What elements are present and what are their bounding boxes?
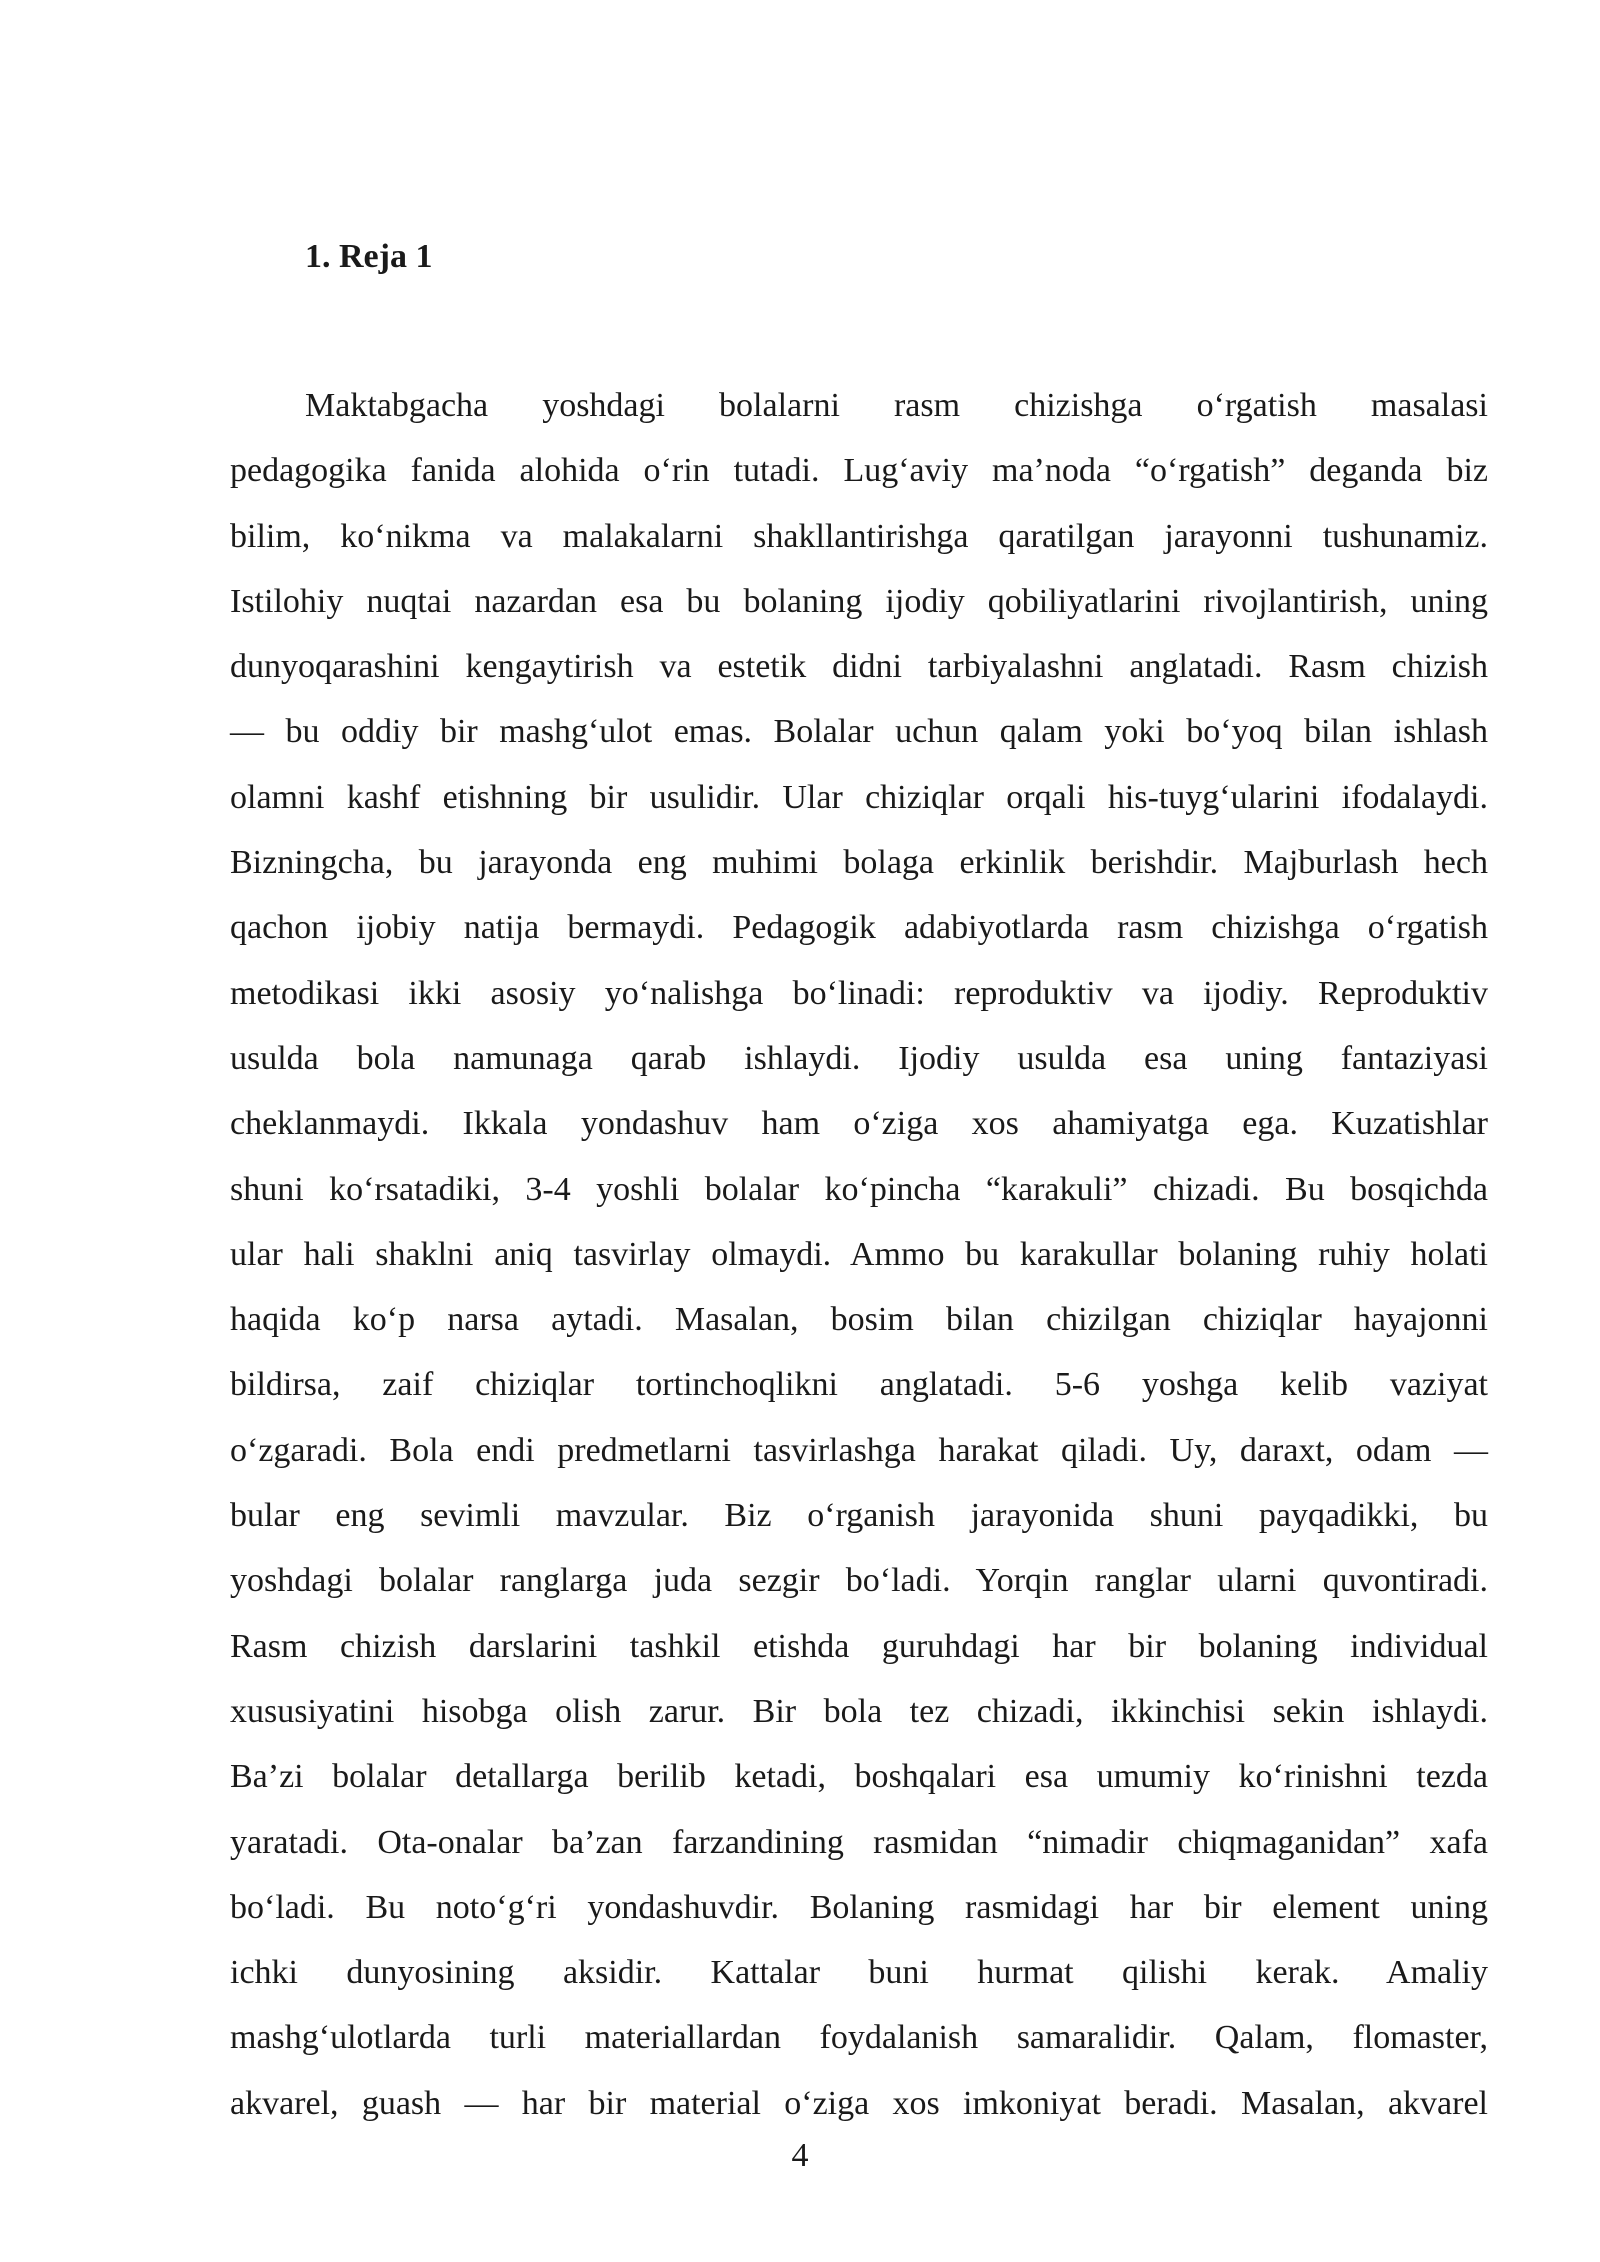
paragraph-line: Istilohiy nuqtai nazardan esa bu bolaning ijodiy qobiliyatlarini rivojlantirish, uning [230, 582, 1488, 620]
paragraph-line: ichki dunyosining aksidir. Kattalar buni hurmat qilishi kerak. Amaliy [230, 1954, 1488, 1992]
paragraph-line: Maktabgacha yoshdagi bolalarni rasm chizishga o‘rgatish masalasi [305, 387, 1488, 424]
paragraph-line: o‘zgaradi. Bola endi predmetlarni tasvirlashga harakat qiladi. Uy, daraxt, odam — [230, 1431, 1488, 1469]
paragraph-line: bildirsa, zaif chiziqlar tortinchoqlikni anglatadi. 5-6 yoshga kelib vaziyat [230, 1366, 1488, 1404]
paragraph-line: cheklanmaydi. Ikkala yondashuv ham o‘ziga xos ahamiyatga ega. Kuzatishlar [230, 1105, 1488, 1143]
paragraph-line: akvarel, guash — har bir material o‘ziga xos imkoniyat beradi. Masalan, akvarel [230, 2084, 1488, 2122]
page-number: 4 [791, 2137, 809, 2174]
paragraph-line: ular hali shaklni aniq tasvirlay olmaydi. Ammo bu karakullar bolaning ruhiy holati [230, 1235, 1488, 1273]
paragraph-line: Bizningcha, bu jarayonda eng muhimi bolaga erkinlik berishdir. Majburlash hech [230, 844, 1488, 882]
paragraph-line: xususiyatini hisobga olish zarur. Bir bola tez chizadi, ikkinchisi sekin ishlaydi. [230, 1692, 1488, 1730]
section-heading: 1. Reja 1 [305, 238, 433, 275]
paragraph-line: yaratadi. Ota-onalar ba’zan farzandining rasmidan “nimadir chiqmaganidan” xafa [230, 1823, 1488, 1861]
paragraph-line: metodikasi ikki asosiy yo‘nalishga bo‘linadi: reproduktiv va ijodiy. Reproduktiv [230, 974, 1488, 1012]
paragraph-line: Ba’zi bolalar detallarga berilib ketadi, boshqalari esa umumiy ko‘rinishni tezda [230, 1758, 1488, 1796]
paragraph-line: — bu oddiy bir mashg‘ulot emas. Bolalar uchun qalam yoki bo‘yoq bilan ishlash [230, 713, 1488, 751]
paragraph-line: bular eng sevimli mavzular. Biz o‘rganish jarayonida shuni payqadikki, bu [230, 1497, 1488, 1535]
body-paragraph [230, 373, 1488, 2136]
paragraph-line: dunyoqarashini kengaytirish va estetik didni tarbiyalashni anglatadi. Rasm chizish [230, 648, 1488, 686]
paragraph-line: pedagogika fanida alohida o‘rin tutadi. Lug‘aviy ma’noda “o‘rgatish” deganda biz [230, 452, 1488, 490]
paragraph-line: bilim, ko‘nikma va malakalarni shakllantirishga qaratilgan jarayonni tushunamiz. [230, 517, 1488, 555]
paragraph-line: mashg‘ulotlarda turli materiallardan foydalanish samaralidir. Qalam, flomaster, [230, 2019, 1488, 2057]
paragraph-line: yoshdagi bolalar ranglarga juda sezgir bo‘ladi. Yorqin ranglar ularni quvontiradi. [230, 1562, 1488, 1600]
paragraph-line: olamni kashf etishning bir usulidir. Ular chiziqlar orqali his-tuyg‘ularini ifodalaydi. [230, 778, 1488, 816]
paragraph-line: usulda bola namunaga qarab ishlaydi. Ijodiy usulda esa uning fantaziyasi [230, 1039, 1488, 1077]
paragraph-line: shuni ko‘rsatadiki, 3-4 yoshli bolalar ko‘pincha “karakuli” chizadi. Bu bosqichda [230, 1170, 1488, 1208]
paragraph-line: qachon ijobiy natija bermaydi. Pedagogik adabiyotlarda rasm chizishga o‘rgatish [230, 909, 1488, 947]
paragraph-line: Rasm chizish darslarini tashkil etishda guruhdagi har bir bolaning individual [230, 1627, 1488, 1665]
paragraph-line: bo‘ladi. Bu noto‘g‘ri yondashuvdir. Bolaning rasmidagi har bir element uning [230, 1888, 1488, 1926]
paragraph-line: haqida ko‘p narsa aytadi. Masalan, bosim bilan chizilgan chiziqlar hayajonni [230, 1301, 1488, 1339]
